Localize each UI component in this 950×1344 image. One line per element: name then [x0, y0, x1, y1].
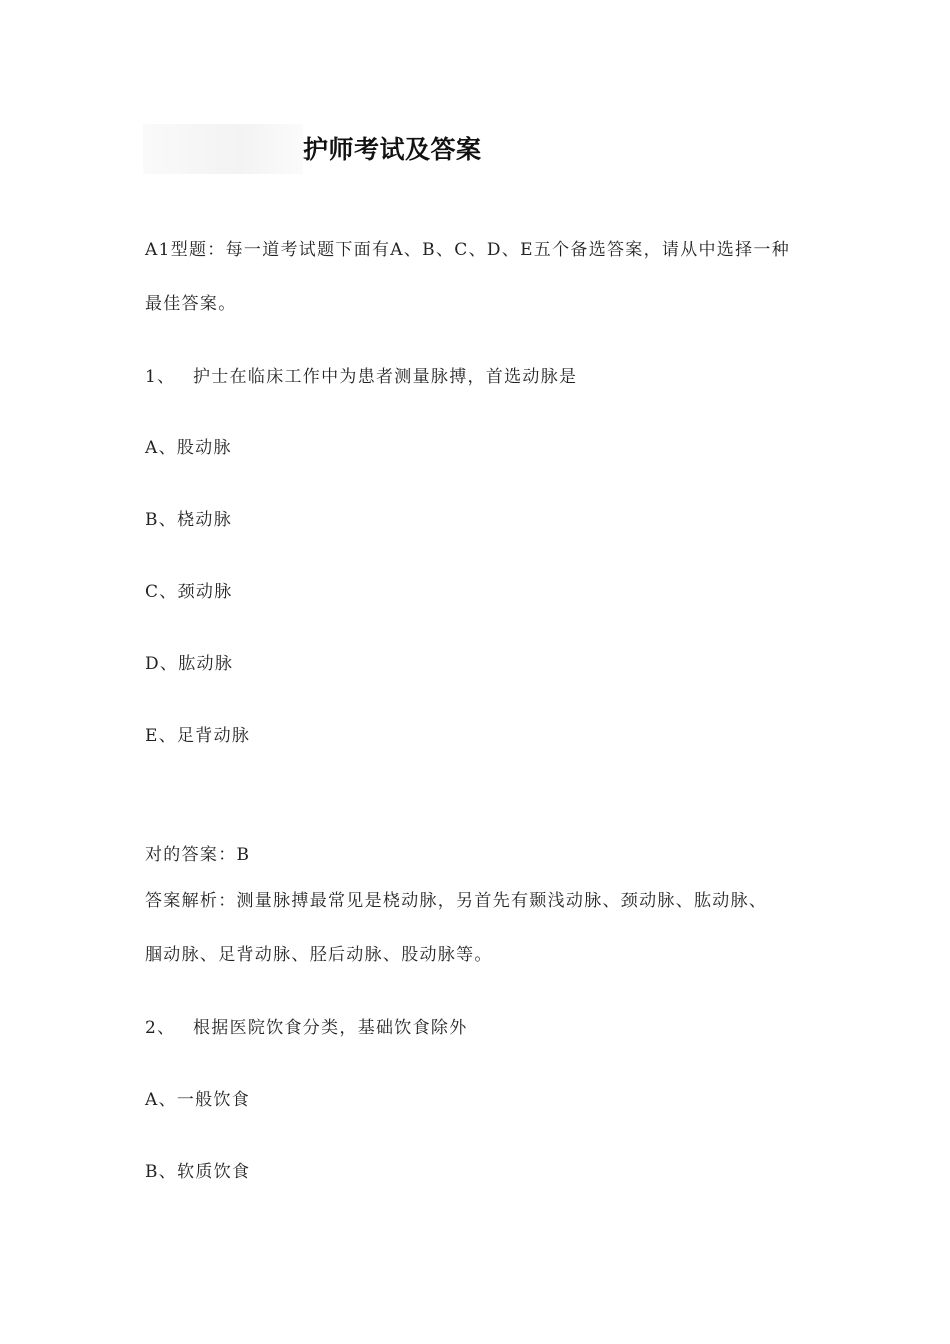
question-2 — [145, 1017, 468, 1039]
question-1-text: 护士在临床工作中为患者测量脉搏，首选动脉是 — [193, 367, 578, 387]
question-2-option-a: A、一般饮食 — [145, 1090, 251, 1110]
title-shade — [143, 124, 303, 174]
question-1-answer: 对的答案：B — [145, 845, 251, 865]
question-1-option-a: A、股动脉 — [145, 438, 232, 458]
question-1-option-b: B、桡动脉 — [145, 510, 232, 530]
question-2-option-b: B、软质饮食 — [145, 1162, 251, 1182]
question-2-text: 根据医院饮食分类，基础饮食除外 — [193, 1018, 468, 1038]
question-1-option-c: C、颈动脉 — [145, 582, 233, 602]
instructions-line-1: A1型题：每一道考试题下面有A、B、C、D、E五个备选答案，请从中选择一种 — [145, 240, 791, 260]
question-1-explanation-line-1: 答案解析：测量脉搏最常见是桡动脉，另首先有颞浅动脉、颈动脉、肱动脉、 — [145, 891, 768, 911]
question-2-number: 2、 — [145, 1018, 176, 1038]
question-1-explanation-line-2: 腘动脉、足背动脉、胫后动脉、股动脉等。 — [145, 945, 493, 965]
question-1-number: 1、 — [145, 367, 176, 387]
question-1 — [145, 366, 577, 388]
question-1-option-e: E、足背动脉 — [145, 726, 251, 746]
instructions-line-2: 最佳答案。 — [145, 294, 237, 314]
question-1-option-d: D、肱动脉 — [145, 654, 234, 674]
document-title: 护师考试及答案 — [303, 135, 482, 164]
